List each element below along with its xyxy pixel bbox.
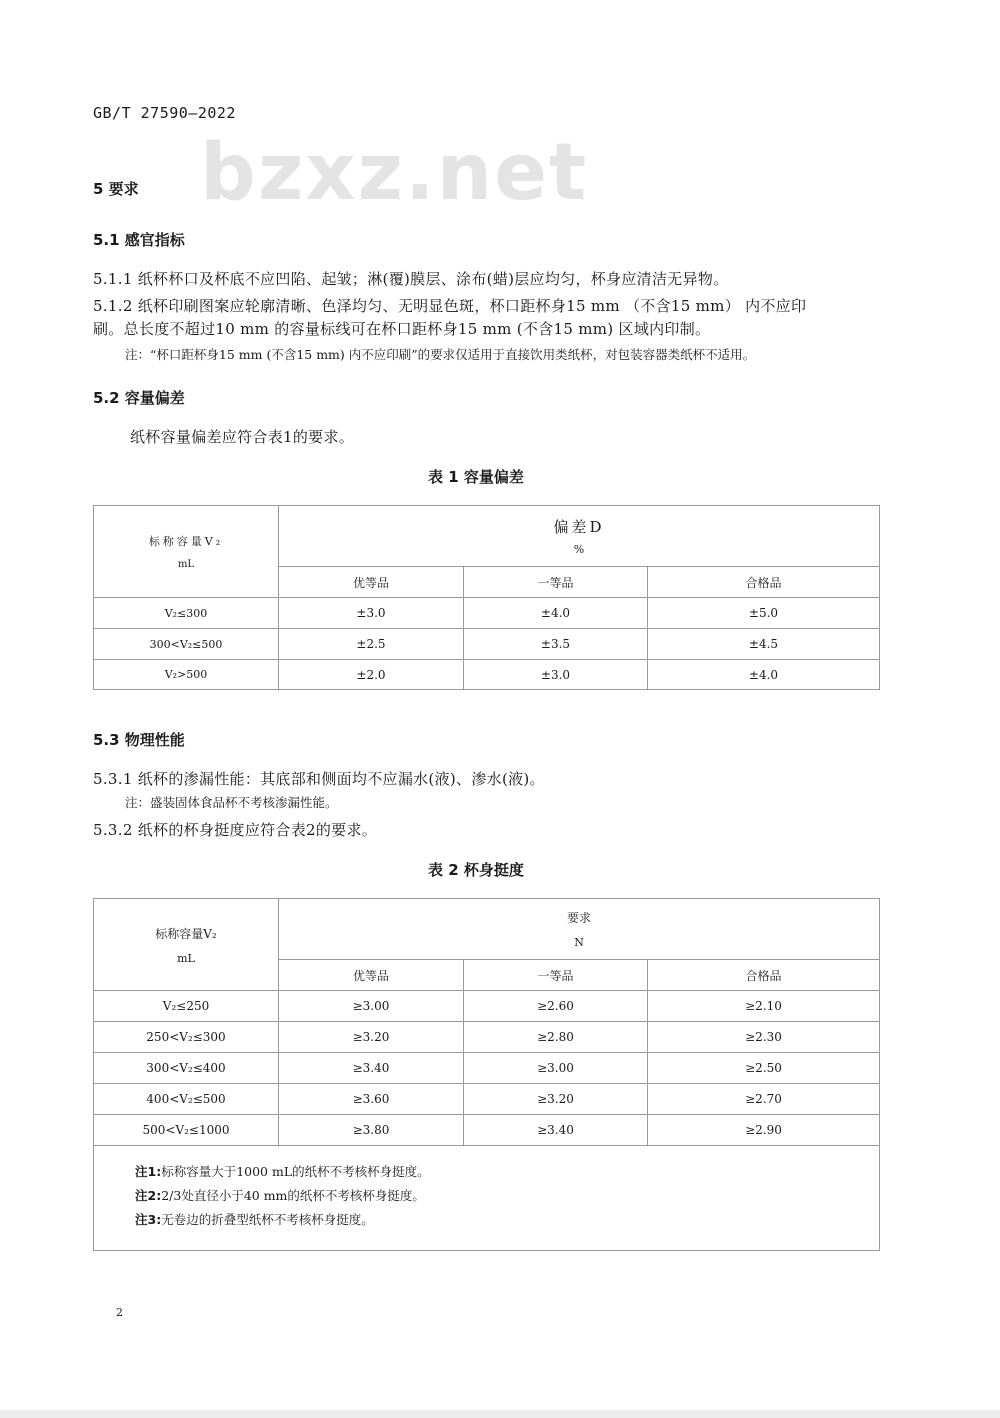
section-5-3-heading: 5.3 物理性能 — [93, 731, 185, 749]
table-row: V₂≤250 ≥3.00 ≥2.60 ≥2.10 — [94, 991, 880, 1022]
clause-5-3-1: 5.3.1 纸杯的渗漏性能：其底部和侧面均不应漏水(液)、渗水(液)。 — [93, 770, 545, 788]
t1-grade-first: 一等品 — [464, 567, 648, 598]
watermark: bzxz.net — [200, 128, 589, 218]
t1-grade-superior: 优等品 — [279, 567, 464, 598]
table-row: 250<V₂≤300 ≥3.20 ≥2.80 ≥2.30 — [94, 1022, 880, 1053]
note-5-3-1: 注：盛装固体食品杯不考核渗漏性能。 — [125, 795, 338, 810]
section-5-2-heading: 5.2 容量偏差 — [93, 389, 185, 407]
table-row: 500<V₂≤1000 ≥3.80 ≥3.40 ≥2.90 — [94, 1115, 880, 1146]
clause-5-1-2-line1: 5.1.2 纸杯印刷图案应轮廓清晰、色泽均匀、无明显色斑，杯口距杯身15 mm （不含15 mm） 内不应印 — [93, 297, 807, 315]
clause-5-1-2-line2: 刷。总长度不超过10 mm 的容量标线可在杯口距杯身15 mm (不含15 mm) 区域内印制。 — [93, 320, 711, 338]
table-2-note-2: 注2:2/3处直径小于40 mm的纸杯不考核杯身挺度。 — [135, 1188, 425, 1203]
table-row: 400<V₂≤500 ≥3.60 ≥3.20 ≥2.70 — [94, 1084, 880, 1115]
bottom-edge — [0, 1410, 1000, 1418]
t2-grade-first: 一等品 — [464, 960, 648, 991]
clause-5-2-text: 纸杯容量偏差应符合表1的要求。 — [130, 428, 355, 446]
t1-header-capacity: 标称容量V₂ mL — [94, 506, 279, 598]
table-1 — [93, 505, 880, 690]
t2-header-requirement: 要求 N — [279, 899, 880, 960]
table-row: V₂>500 ±2.0 ±3.0 ±4.0 — [94, 660, 880, 690]
table-2 — [93, 898, 880, 1251]
t2-header-capacity: 标称容量V₂ mL — [94, 899, 279, 991]
clause-5-3-2: 5.3.2 纸杯的杯身挺度应符合表2的要求。 — [93, 821, 378, 839]
page-number: 2 — [116, 1306, 123, 1319]
t2-grade-qualified: 合格品 — [648, 960, 880, 991]
table-2-note-3: 注3:无卷边的折叠型纸杯不考核杯身挺度。 — [135, 1212, 374, 1227]
t1-header-deviation: 偏差D % — [279, 506, 880, 567]
t1-grade-qualified: 合格品 — [648, 567, 880, 598]
t2-grade-superior: 优等品 — [279, 960, 464, 991]
table-1-caption: 表 1 容量偏差 — [428, 468, 524, 486]
table-2-note-1: 注1:标称容量大于1000 mL的纸杯不考核杯身挺度。 — [135, 1164, 430, 1179]
note-5-1-2: 注：“杯口距杯身15 mm (不含15 mm) 内不应印刷”的要求仅适用于直接饮用类纸杯，对包装容器类纸杯不适用。 — [125, 347, 756, 362]
table-row: V₂≤300 ±3.0 ±4.0 ±5.0 — [94, 598, 880, 629]
table-row: 300<V₂≤400 ≥3.40 ≥3.00 ≥2.50 — [94, 1053, 880, 1084]
section-5-heading: 5 要求 — [93, 180, 139, 198]
table-row: 300<V₂≤500 ±2.5 ±3.5 ±4.5 — [94, 629, 880, 660]
standard-number: GB/T 27590—2022 — [93, 104, 236, 122]
table-2-notes — [94, 1146, 880, 1251]
table-2-caption: 表 2 杯身挺度 — [428, 861, 524, 879]
clause-5-1-1: 5.1.1 纸杯杯口及杯底不应凹陷、起皱；淋(覆)膜层、涂布(蜡)层应均匀，杯身应清洁无异物。 — [93, 270, 729, 288]
section-5-1-heading: 5.1 感官指标 — [93, 231, 185, 249]
